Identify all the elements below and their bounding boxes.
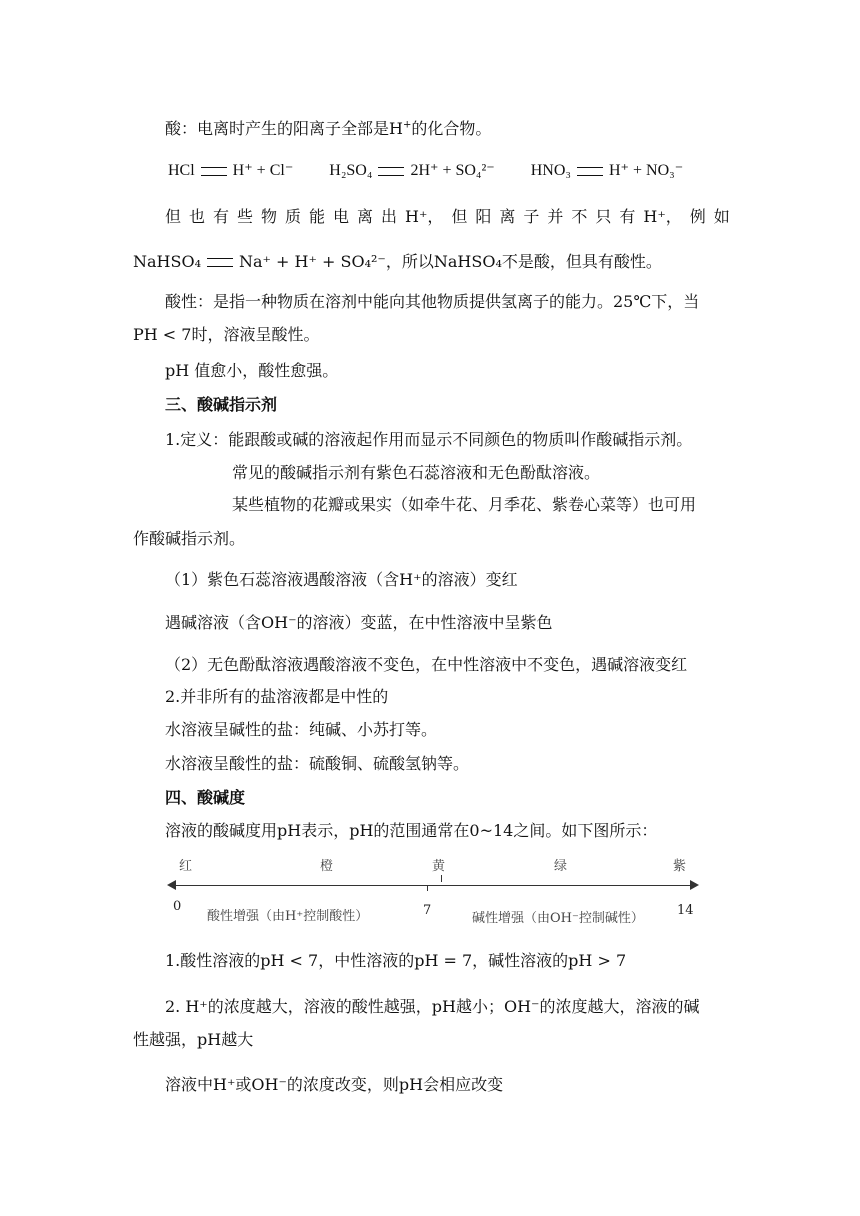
nahso4-paragraph-char: 例 bbox=[689, 207, 706, 226]
nahso4-paragraph-line1 bbox=[165, 206, 730, 228]
acid-definition-sup: + bbox=[402, 119, 412, 131]
litmus-acid: （1）紫色石蕊溶液遇酸溶液（含H⁺的溶液）变红 bbox=[165, 570, 518, 589]
ph-range: 溶液的酸碱度用pH表示，pH的范围通常在0~14之间。如下图所示： bbox=[165, 821, 658, 840]
concentration-line2: 性越强，pH越大 bbox=[133, 1030, 254, 1049]
acid-ionization-equations bbox=[168, 160, 683, 182]
tick-label-7: 7 bbox=[423, 903, 432, 918]
nahso4-eq-lhs: NaHSO₄ bbox=[133, 252, 201, 271]
nahso4-paragraph-char: 但 bbox=[451, 207, 468, 226]
indicator-definition: 1.定义：能跟酸或碱的溶液起作用而显示不同颜色的物质叫作酸碱指示剂。 bbox=[165, 430, 693, 449]
acid-definition-tail: 的化合物。 bbox=[411, 119, 492, 138]
nahso4-paragraph-char: 只 bbox=[595, 207, 612, 226]
color-red: 红 bbox=[179, 859, 193, 874]
tick-label-0: 0 bbox=[173, 899, 182, 914]
acid-increase-label: 酸性增强（由H⁺控制酸性） bbox=[207, 909, 369, 924]
section-heading-3: 三、酸碱指示剂 bbox=[165, 395, 278, 414]
nahso4-paragraph-char: 电 bbox=[333, 207, 350, 226]
indicator-common: 常见的酸碱指示剂有紫色石蕊溶液和无色酚酞溶液。 bbox=[232, 463, 601, 482]
eq3-equal-sign bbox=[577, 167, 603, 176]
concentration-line1: 2. H⁺的浓度越大，溶液的酸性越强，pH越小；OH⁻的浓度越大，溶液的碱 bbox=[165, 997, 700, 1016]
eq1-lhs: HCl bbox=[168, 162, 195, 179]
eq3-lhs: HNO₃ bbox=[530, 162, 571, 179]
nahso4-paragraph-char: 有 bbox=[213, 207, 230, 226]
nahso4-paragraph-char: 离 bbox=[499, 207, 516, 226]
ph-axis-line bbox=[173, 885, 693, 886]
nahso4-paragraph-line2 bbox=[133, 251, 662, 273]
nahso4-paragraph-char: 阳 bbox=[475, 207, 492, 226]
eq2-lhs: H₂SO₄ bbox=[329, 162, 373, 179]
tick-label-14: 14 bbox=[677, 903, 694, 918]
nahso4-paragraph-char: 但 bbox=[165, 207, 182, 226]
indicator-plants-line2: 作酸碱指示剂。 bbox=[133, 529, 246, 548]
eq1-rhs: H⁺ + Cl⁻ bbox=[232, 162, 294, 179]
salt-heading: 2.并非所有的盐溶液都是中性的 bbox=[165, 687, 389, 706]
color-purple: 紫 bbox=[673, 859, 687, 874]
ph-comparison: 1.酸性溶液的pH < 7，中性溶液的pH = 7，碱性溶液的pH > 7 bbox=[165, 951, 627, 970]
nahso4-paragraph-char: 些 bbox=[237, 207, 254, 226]
arrow-right-icon bbox=[690, 880, 699, 890]
phenolphthalein: （2）无色酚酞溶液遇酸溶液不变色，在中性溶液中不变色，遇碱溶液变红 bbox=[165, 655, 688, 674]
nahso4-paragraph-char: H⁺， bbox=[643, 207, 682, 226]
acid-definition-text: 酸：电离时产生的阳离子全部是H bbox=[165, 119, 403, 138]
nahso4-paragraph-char: 能 bbox=[309, 207, 326, 226]
acidity-definition-line2: PH < 7时，溶液呈酸性。 bbox=[133, 325, 320, 344]
color-yellow: 黄 bbox=[432, 859, 446, 874]
nahso4-paragraph-char: 离 bbox=[357, 207, 374, 226]
nahso4-tail: ，所以NaHSO₄不是酸，但具有酸性。 bbox=[385, 252, 662, 271]
eq2-rhs: 2H⁺ + SO₄²⁻ bbox=[410, 162, 495, 179]
nahso4-equal-sign bbox=[207, 258, 233, 267]
nahso4-paragraph-char: 子 bbox=[523, 207, 540, 226]
base-increase-label: 碱性增强（由OH⁻控制碱性） bbox=[472, 911, 644, 926]
nahso4-eq-rhs: Na⁺ + H⁺ + SO₄²⁻ bbox=[238, 252, 386, 271]
acidity-definition-line1: 酸性：是指一种物质在溶剂中能向其他物质提供氢离子的能力。25℃下，当 bbox=[165, 292, 700, 311]
nahso4-paragraph-char: 有 bbox=[619, 207, 636, 226]
tick-mid bbox=[441, 875, 442, 882]
acid-definition bbox=[165, 118, 491, 140]
indicator-plants-line1: 某些植物的花瓣或果实（如牵牛花、月季花、紫卷心菜等）也可用 bbox=[232, 495, 697, 514]
nahso4-paragraph-char: H⁺， bbox=[405, 207, 444, 226]
tick-7 bbox=[427, 885, 428, 891]
ph-scale-diagram bbox=[165, 853, 700, 925]
nahso4-paragraph-char: 如 bbox=[713, 207, 730, 226]
nahso4-paragraph-char: 出 bbox=[381, 207, 398, 226]
nahso4-paragraph-char: 不 bbox=[571, 207, 588, 226]
color-green: 绿 bbox=[554, 859, 568, 874]
nahso4-paragraph-char: 也 bbox=[189, 207, 206, 226]
nahso4-paragraph-char: 质 bbox=[285, 207, 302, 226]
concentration-change: 溶液中H⁺或OH⁻的浓度改变，则pH会相应改变 bbox=[165, 1075, 504, 1094]
nahso4-paragraph-char: 并 bbox=[547, 207, 564, 226]
acidic-salts: 水溶液呈酸性的盐：硫酸铜、硫酸氢钠等。 bbox=[165, 754, 470, 773]
eq2-equal-sign bbox=[378, 167, 404, 176]
ph-note: pH 值愈小，酸性愈强。 bbox=[165, 361, 339, 380]
arrow-left-icon bbox=[167, 880, 176, 890]
eq1-equal-sign bbox=[201, 167, 227, 176]
litmus-base: 遇碱溶液（含OH⁻的溶液）变蓝，在中性溶液中呈紫色 bbox=[165, 613, 553, 632]
nahso4-paragraph-char: 物 bbox=[261, 207, 278, 226]
eq3-rhs: H⁺ + NO₃⁻ bbox=[608, 162, 684, 179]
color-orange: 橙 bbox=[320, 859, 334, 874]
section-heading-4: 四、酸碱度 bbox=[165, 788, 246, 807]
basic-salts: 水溶液呈碱性的盐：纯碱、小苏打等。 bbox=[165, 720, 438, 739]
